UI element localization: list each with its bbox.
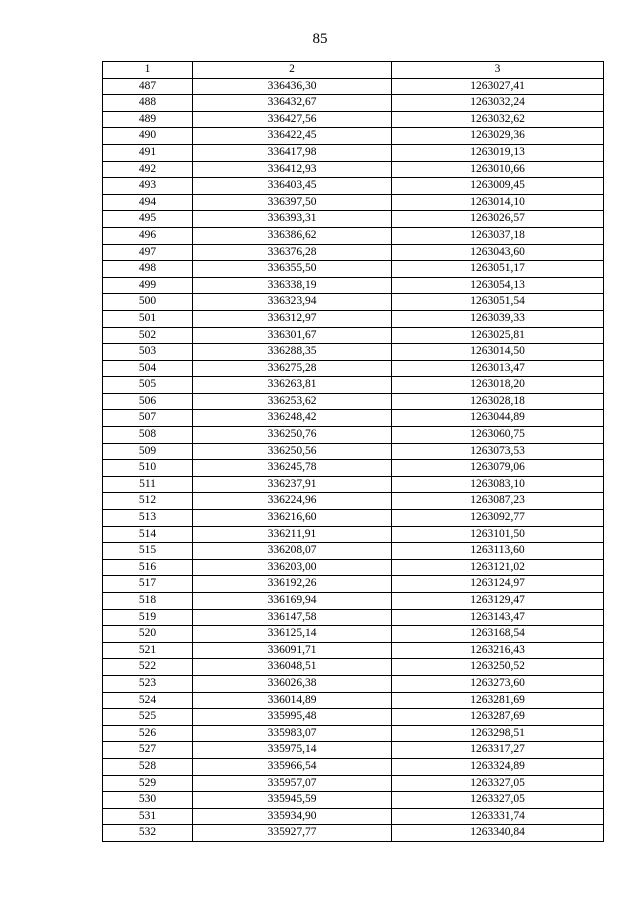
point-number-cell: 490 — [103, 128, 193, 145]
header-row — [103, 62, 604, 79]
point-number-cell: 496 — [103, 227, 193, 244]
table-row — [103, 692, 604, 709]
table-row — [103, 377, 604, 394]
table-row — [103, 111, 604, 128]
x-coordinate-cell: 336248,42 — [193, 410, 392, 427]
y-coordinate-cell: 1263073,53 — [392, 443, 604, 460]
y-coordinate-cell: 1263018,20 — [392, 377, 604, 394]
y-coordinate-cell: 1263250,52 — [392, 659, 604, 676]
table-row — [103, 559, 604, 576]
x-coordinate-cell: 336393,31 — [193, 211, 392, 228]
point-number-cell: 511 — [103, 476, 193, 493]
x-coordinate-cell: 336250,56 — [193, 443, 392, 460]
point-number-cell: 499 — [103, 277, 193, 294]
x-coordinate-cell: 335957,07 — [193, 775, 392, 792]
y-coordinate-cell: 1263327,05 — [392, 775, 604, 792]
table-row — [103, 344, 604, 361]
point-number-cell: 489 — [103, 111, 193, 128]
y-coordinate-cell: 1263101,50 — [392, 526, 604, 543]
table-row — [103, 161, 604, 178]
point-number-cell: 529 — [103, 775, 193, 792]
y-coordinate-cell: 1263060,75 — [392, 427, 604, 444]
x-coordinate-cell: 336169,94 — [193, 593, 392, 610]
point-number-cell: 523 — [103, 675, 193, 692]
table-row — [103, 543, 604, 560]
x-coordinate-cell: 336301,67 — [193, 327, 392, 344]
table-row — [103, 460, 604, 477]
table-header — [103, 62, 604, 79]
x-coordinate-cell: 336253,62 — [193, 393, 392, 410]
y-coordinate-cell: 1263113,60 — [392, 543, 604, 560]
point-number-cell: 491 — [103, 144, 193, 161]
coordinates-table — [102, 61, 604, 842]
x-coordinate-cell: 335995,48 — [193, 709, 392, 726]
table-row — [103, 410, 604, 427]
table-row — [103, 194, 604, 211]
y-coordinate-cell: 1263032,62 — [392, 111, 604, 128]
y-coordinate-cell: 1263287,69 — [392, 709, 604, 726]
point-number-cell: 527 — [103, 742, 193, 759]
table-row — [103, 277, 604, 294]
y-coordinate-cell: 1263026,57 — [392, 211, 604, 228]
table-row — [103, 211, 604, 228]
table-row — [103, 360, 604, 377]
table-row — [103, 758, 604, 775]
y-coordinate-cell: 1263029,36 — [392, 128, 604, 145]
table-row — [103, 443, 604, 460]
x-coordinate-cell: 336432,67 — [193, 95, 392, 112]
y-coordinate-cell: 1263028,18 — [392, 393, 604, 410]
x-coordinate-cell: 335975,14 — [193, 742, 392, 759]
point-number-cell: 495 — [103, 211, 193, 228]
table-row — [103, 261, 604, 278]
point-number-cell: 519 — [103, 609, 193, 626]
y-coordinate-cell: 1263273,60 — [392, 675, 604, 692]
x-coordinate-cell: 336203,00 — [193, 559, 392, 576]
x-coordinate-cell: 336192,26 — [193, 576, 392, 593]
y-coordinate-cell: 1263087,23 — [392, 493, 604, 510]
x-coordinate-cell: 336125,14 — [193, 626, 392, 643]
x-coordinate-cell: 336427,56 — [193, 111, 392, 128]
table-row — [103, 227, 604, 244]
point-number-cell: 517 — [103, 576, 193, 593]
point-number-cell: 515 — [103, 543, 193, 560]
x-coordinate-cell: 336386,62 — [193, 227, 392, 244]
point-number-cell: 506 — [103, 393, 193, 410]
page-number: 85 — [312, 31, 328, 47]
table-row — [103, 576, 604, 593]
table-row — [103, 626, 604, 643]
y-coordinate-cell: 1263298,51 — [392, 725, 604, 742]
x-coordinate-cell: 336048,51 — [193, 659, 392, 676]
point-number-cell: 531 — [103, 808, 193, 825]
x-coordinate-cell: 336417,98 — [193, 144, 392, 161]
y-coordinate-cell: 1263129,47 — [392, 593, 604, 610]
y-coordinate-cell: 1263324,89 — [392, 758, 604, 775]
table-row — [103, 476, 604, 493]
table-row — [103, 675, 604, 692]
table-row — [103, 709, 604, 726]
y-coordinate-cell: 1263013,47 — [392, 360, 604, 377]
x-coordinate-cell: 335927,77 — [193, 825, 392, 842]
x-coordinate-cell: 336250,76 — [193, 427, 392, 444]
table-row — [103, 742, 604, 759]
y-coordinate-cell: 1263327,05 — [392, 792, 604, 809]
point-number-cell: 512 — [103, 493, 193, 510]
point-number-cell: 528 — [103, 758, 193, 775]
point-number-cell: 492 — [103, 161, 193, 178]
point-number-cell: 494 — [103, 194, 193, 211]
point-number-cell: 487 — [103, 78, 193, 95]
y-coordinate-cell: 1263044,89 — [392, 410, 604, 427]
table-row — [103, 775, 604, 792]
y-coordinate-cell: 1263043,60 — [392, 244, 604, 261]
x-coordinate-cell: 336237,91 — [193, 476, 392, 493]
y-coordinate-cell: 1263143,47 — [392, 609, 604, 626]
x-coordinate-cell: 335983,07 — [193, 725, 392, 742]
y-coordinate-cell: 1263037,18 — [392, 227, 604, 244]
table-row — [103, 95, 604, 112]
x-coordinate-cell: 336403,45 — [193, 178, 392, 195]
y-coordinate-cell: 1263010,66 — [392, 161, 604, 178]
table-row — [103, 593, 604, 610]
x-coordinate-cell: 335934,90 — [193, 808, 392, 825]
y-coordinate-cell: 1263317,27 — [392, 742, 604, 759]
x-coordinate-cell: 336422,45 — [193, 128, 392, 145]
y-coordinate-cell: 1263032,24 — [392, 95, 604, 112]
y-coordinate-cell: 1263124,97 — [392, 576, 604, 593]
y-coordinate-cell: 1263121,02 — [392, 559, 604, 576]
x-coordinate-cell: 336263,81 — [193, 377, 392, 394]
point-number-cell: 524 — [103, 692, 193, 709]
y-coordinate-cell: 1263009,45 — [392, 178, 604, 195]
y-coordinate-cell: 1263083,10 — [392, 476, 604, 493]
point-number-cell: 504 — [103, 360, 193, 377]
table-row — [103, 510, 604, 527]
x-coordinate-cell: 335945,59 — [193, 792, 392, 809]
y-coordinate-cell: 1263331,74 — [392, 808, 604, 825]
table-row — [103, 493, 604, 510]
point-number-cell: 518 — [103, 593, 193, 610]
point-number-cell: 508 — [103, 427, 193, 444]
x-coordinate-cell: 336091,71 — [193, 642, 392, 659]
x-coordinate-cell: 336338,19 — [193, 277, 392, 294]
x-coordinate-cell: 336208,07 — [193, 543, 392, 560]
x-coordinate-cell: 336288,35 — [193, 344, 392, 361]
point-number-cell: 509 — [103, 443, 193, 460]
table-row — [103, 393, 604, 410]
y-coordinate-cell: 1263340,84 — [392, 825, 604, 842]
y-coordinate-cell: 1263079,06 — [392, 460, 604, 477]
point-number-cell: 522 — [103, 659, 193, 676]
point-number-cell: 525 — [103, 709, 193, 726]
y-coordinate-cell: 1263014,10 — [392, 194, 604, 211]
point-number-cell: 503 — [103, 344, 193, 361]
point-number-cell: 516 — [103, 559, 193, 576]
x-coordinate-cell: 336397,50 — [193, 194, 392, 211]
y-coordinate-cell: 1263216,43 — [392, 642, 604, 659]
table-row — [103, 609, 604, 626]
x-coordinate-cell: 336323,94 — [193, 294, 392, 311]
y-coordinate-cell: 1263092,77 — [392, 510, 604, 527]
table-row — [103, 526, 604, 543]
y-coordinate-cell: 1263051,54 — [392, 294, 604, 311]
column-header-y-coordinate: 3 — [392, 62, 604, 79]
point-number-cell: 497 — [103, 244, 193, 261]
point-number-cell: 501 — [103, 310, 193, 327]
x-coordinate-cell: 336436,30 — [193, 78, 392, 95]
column-header-x-coordinate: 2 — [193, 62, 392, 79]
y-coordinate-cell: 1263019,13 — [392, 144, 604, 161]
table-row — [103, 725, 604, 742]
y-coordinate-cell: 1263027,41 — [392, 78, 604, 95]
table-row — [103, 178, 604, 195]
y-coordinate-cell: 1263054,13 — [392, 277, 604, 294]
y-coordinate-cell: 1263014,50 — [392, 344, 604, 361]
table-row — [103, 310, 604, 327]
x-coordinate-cell: 336275,28 — [193, 360, 392, 377]
table-row — [103, 808, 604, 825]
point-number-cell: 526 — [103, 725, 193, 742]
table-row — [103, 659, 604, 676]
table-row — [103, 128, 604, 145]
table-row — [103, 642, 604, 659]
point-number-cell: 500 — [103, 294, 193, 311]
table-row — [103, 144, 604, 161]
point-number-cell: 498 — [103, 261, 193, 278]
y-coordinate-cell: 1263025,81 — [392, 327, 604, 344]
x-coordinate-cell: 336026,38 — [193, 675, 392, 692]
x-coordinate-cell: 336211,91 — [193, 526, 392, 543]
x-coordinate-cell: 336312,97 — [193, 310, 392, 327]
point-number-cell: 513 — [103, 510, 193, 527]
point-number-cell: 510 — [103, 460, 193, 477]
point-number-cell: 493 — [103, 178, 193, 195]
column-header-point-number: 1 — [103, 62, 193, 79]
x-coordinate-cell: 336216,60 — [193, 510, 392, 527]
point-number-cell: 521 — [103, 642, 193, 659]
y-coordinate-cell: 1263039,33 — [392, 310, 604, 327]
point-number-cell: 488 — [103, 95, 193, 112]
point-number-cell: 520 — [103, 626, 193, 643]
y-coordinate-cell: 1263051,17 — [392, 261, 604, 278]
x-coordinate-cell: 335966,54 — [193, 758, 392, 775]
x-coordinate-cell: 336355,50 — [193, 261, 392, 278]
table-row — [103, 825, 604, 842]
point-number-cell: 530 — [103, 792, 193, 809]
point-number-cell: 505 — [103, 377, 193, 394]
point-number-cell: 532 — [103, 825, 193, 842]
point-number-cell: 514 — [103, 526, 193, 543]
point-number-cell: 507 — [103, 410, 193, 427]
x-coordinate-cell: 336147,58 — [193, 609, 392, 626]
table-body — [103, 78, 604, 841]
x-coordinate-cell: 336014,89 — [193, 692, 392, 709]
y-coordinate-cell: 1263168,54 — [392, 626, 604, 643]
table-row — [103, 427, 604, 444]
table-row — [103, 294, 604, 311]
point-number-cell: 502 — [103, 327, 193, 344]
x-coordinate-cell: 336245,78 — [193, 460, 392, 477]
table-row — [103, 78, 604, 95]
table-row — [103, 792, 604, 809]
table-row — [103, 327, 604, 344]
x-coordinate-cell: 336224,96 — [193, 493, 392, 510]
y-coordinate-cell: 1263281,69 — [392, 692, 604, 709]
table-row — [103, 244, 604, 261]
x-coordinate-cell: 336412,93 — [193, 161, 392, 178]
x-coordinate-cell: 336376,28 — [193, 244, 392, 261]
